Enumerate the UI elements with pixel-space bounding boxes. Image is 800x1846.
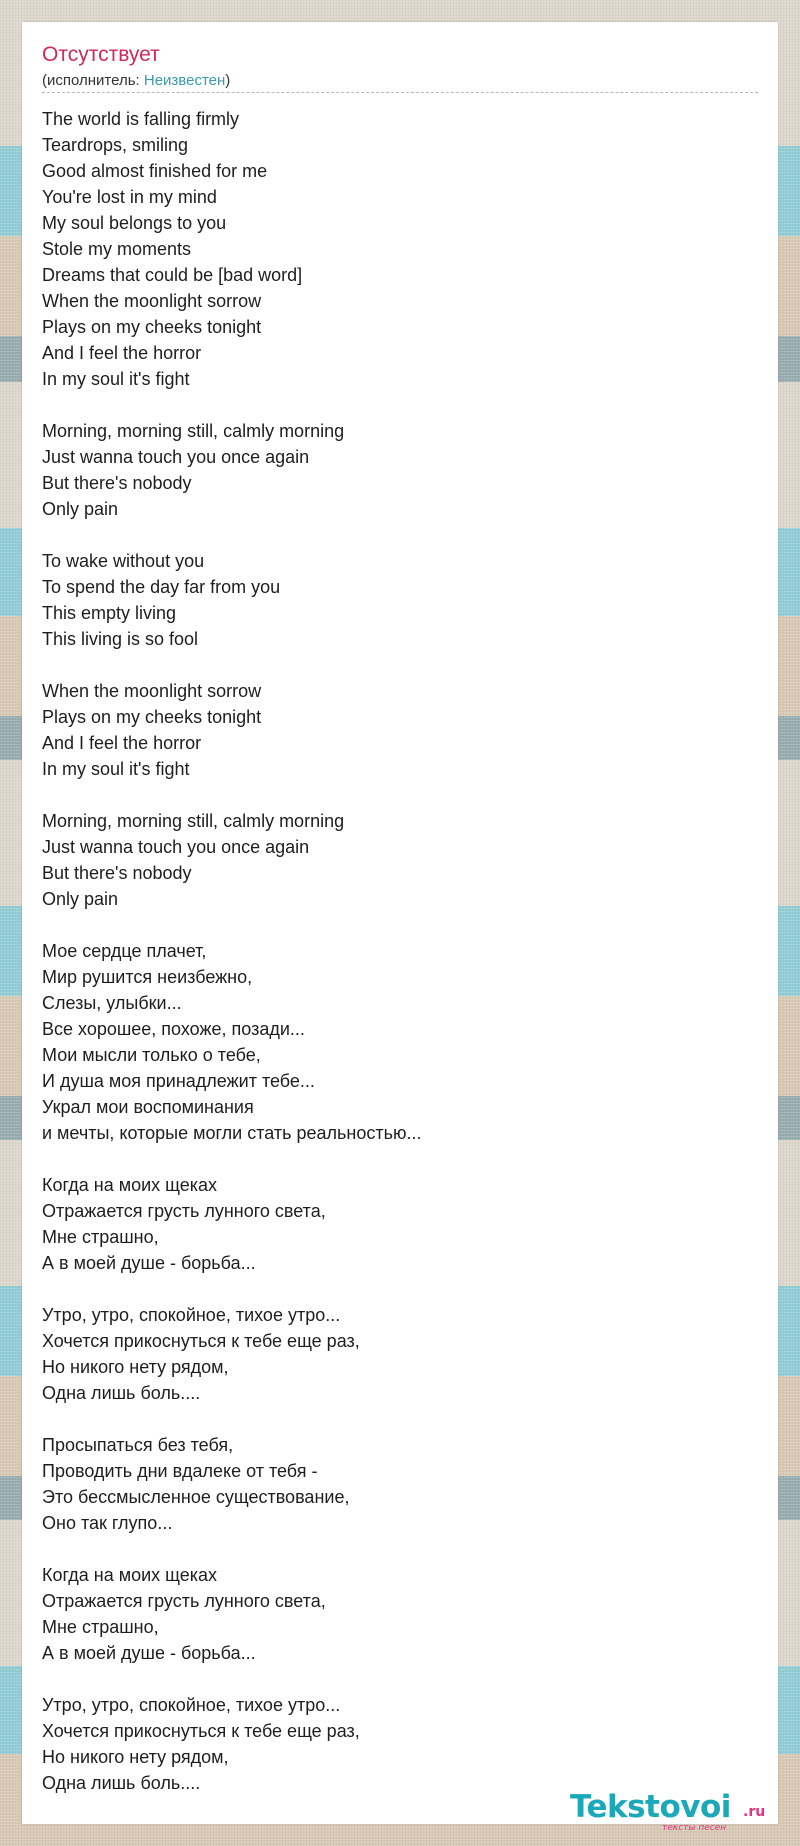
logo-tagline: тексты песен [662, 1823, 727, 1833]
lyrics-line: Слезы, улыбки... [42, 993, 182, 1013]
lyrics-line: Оно так глупо... [42, 1513, 173, 1533]
artist-suffix: ) [225, 72, 231, 89]
lyrics-line: Это бессмысленное существование, [42, 1487, 350, 1507]
lyrics-line: The world is falling firmly [42, 109, 240, 129]
lyrics-stanza [42, 1302, 742, 1406]
lyrics-line: Когда на моих щеках [42, 1565, 218, 1585]
lyrics-stanza [42, 1432, 742, 1536]
site-logo[interactable] [570, 1790, 770, 1834]
lyrics-line: This empty living [42, 603, 177, 623]
lyrics-line: Plays on my cheeks tonight [42, 317, 262, 337]
lyrics-line: Stole my moments [42, 239, 192, 259]
lyrics-line: To spend the day far from you [42, 577, 281, 597]
lyrics-line: Просыпаться без тебя, [42, 1435, 234, 1455]
lyrics-line: This living is so fool [42, 629, 199, 649]
lyrics-line: Just wanna touch you once again [42, 837, 310, 857]
lyrics-body [42, 106, 742, 1825]
lyrics-line: Plays on my cheeks tonight [42, 707, 262, 727]
lyrics-line: Teardrops, smiling [42, 135, 189, 155]
lyrics-card [22, 22, 778, 1824]
lyrics-line: Dreams that could be [bad word] [42, 265, 303, 285]
logo-name: Tekstovoi [570, 1789, 731, 1825]
lyrics-line: И душа моя принадлежит тебе... [42, 1071, 315, 1091]
lyrics-stanza [42, 1562, 742, 1666]
logo-tld: .ru [743, 1804, 766, 1820]
lyrics-line: Just wanna touch you once again [42, 447, 310, 467]
lyrics-line: Отражается грусть лунного света, [42, 1591, 326, 1611]
artist-link[interactable]: Неизвестен [143, 72, 226, 89]
lyrics-line: А в моей душе - борьба... [42, 1643, 256, 1663]
lyrics-line: Но никого нету рядом, [42, 1747, 229, 1767]
title-divider [42, 92, 758, 93]
lyrics-line: Когда на моих щеках [42, 1175, 218, 1195]
lyrics-line: Но никого нету рядом, [42, 1357, 229, 1377]
lyrics-line: Все хорошее, похоже, позади... [42, 1019, 305, 1039]
lyrics-line: Only pain [42, 889, 119, 909]
lyrics-line: Одна лишь боль.... [42, 1773, 201, 1793]
artist-line [42, 72, 230, 90]
lyrics-stanza [42, 678, 742, 782]
lyrics-stanza [42, 106, 742, 392]
lyrics-line: Мне страшно, [42, 1617, 159, 1637]
lyrics-line: Одна лишь боль.... [42, 1383, 201, 1403]
lyrics-line: And I feel the horror [42, 343, 202, 363]
lyrics-line: Хочется прикоснуться к тебе еще раз, [42, 1721, 360, 1741]
lyrics-line: You're lost in my mind [42, 187, 217, 207]
lyrics-line: Мир рушится неизбежно, [42, 967, 253, 987]
lyrics-line: In my soul it's fight [42, 369, 190, 389]
lyrics-line: Morning, morning still, calmly morning [42, 811, 345, 831]
lyrics-line: Украл мои воспоминания [42, 1097, 254, 1117]
song-title: Отсутствует [42, 43, 160, 66]
lyrics-line: Утро, утро, спокойное, тихое утро... [42, 1695, 341, 1715]
lyrics-line: Мои мысли только о тебе, [42, 1045, 261, 1065]
lyrics-line: When the moonlight sorrow [42, 681, 262, 701]
lyrics-line: My soul belongs to you [42, 213, 227, 233]
lyrics-line: But there's nobody [42, 863, 192, 883]
lyrics-line: Morning, morning still, calmly morning [42, 421, 345, 441]
lyrics-line: Проводить дни вдалеке от тебя - [42, 1461, 318, 1481]
lyrics-stanza [42, 548, 742, 652]
lyrics-line: And I feel the horror [42, 733, 202, 753]
artist-prefix: (исполнитель: [42, 72, 144, 89]
lyrics-line: To wake without you [42, 551, 205, 571]
lyrics-line: Утро, утро, спокойное, тихое утро... [42, 1305, 341, 1325]
lyrics-line: А в моей душе - борьба... [42, 1253, 256, 1273]
lyrics-line: In my soul it's fight [42, 759, 190, 779]
lyrics-line: Хочется прикоснуться к тебе еще раз, [42, 1331, 360, 1351]
lyrics-stanza [42, 1172, 742, 1276]
lyrics-line: Мне страшно, [42, 1227, 159, 1247]
lyrics-line: и мечты, которые могли стать реальностью... [42, 1123, 422, 1143]
lyrics-stanza [42, 938, 742, 1146]
lyrics-line: Мое сердце плачет, [42, 941, 207, 961]
lyrics-line: Good almost finished for me [42, 161, 268, 181]
lyrics-line: Only pain [42, 499, 119, 519]
lyrics-stanza [42, 1692, 742, 1796]
lyrics-line: When the moonlight sorrow [42, 291, 262, 311]
lyrics-line: Отражается грусть лунного света, [42, 1201, 326, 1221]
lyrics-line: But there's nobody [42, 473, 192, 493]
lyrics-stanza [42, 808, 742, 912]
lyrics-stanza [42, 418, 742, 522]
